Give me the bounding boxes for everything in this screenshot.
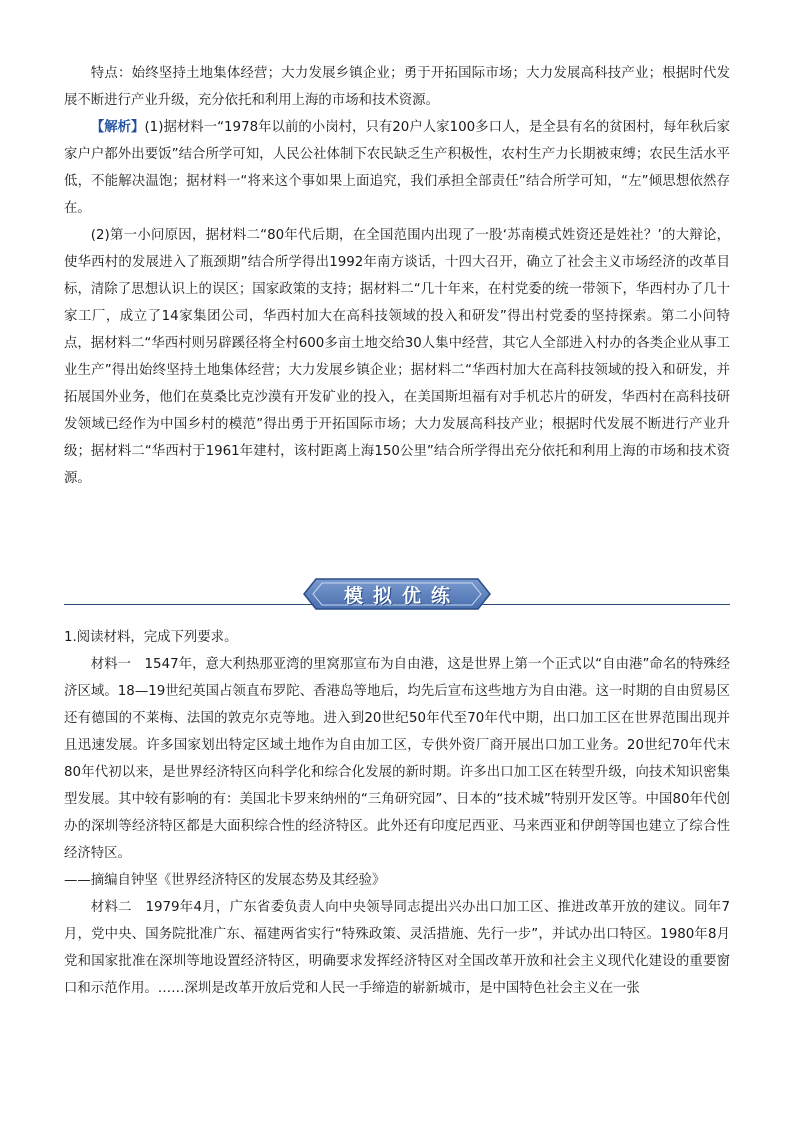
analysis-paragraph-2: (2)第一小问原因，据材料二“80年代后期，在全国范围内出现了一股‘苏南模式姓资还是姓社？’的大辩论，使华西村的发展进入了瓶颈期”结合所学得出1992年南方谈话，十四大召开，确立了社会主义市场经济的改革目标，清除了思想认识上的误区；国家政策的支持；据材料二“几十年来，在村党委的统一带领下，华西村办了几十家工厂，成立了14家集团公司，华西村加大在高科技领域的投入和研发”得出村党委的坚持探索。第二小问特点，据材料二“华西村则另辟蹊径将全村600多亩土地交给30人集中经营，其它人全部进入村办的各类企业从事工业生产”得出始终坚持土地集体经营；大力发展乡镇企业；据材料二“华西村加大在高科技领域的投入和研发，并拓展国外业务，他们在莫桑比克沙漠有开发矿业的投入，在美国斯坦福有对手机芯片的研发，华西村在高科技研发领域已经作为中国乡村的模范”得出勇于开拓国际市场；大力发展高科技产业；根据时代发展不断进行产业升级；据材料二“华西村于1961年建村，该村距离上海150公里”结合所学得出充分依托和利用上海的市场和技术资源。: [64, 228, 730, 486]
section-divider: [64, 573, 730, 613]
material-one-source: ——摘编自钟坚《世界经济特区的发展态势及其经验》: [64, 873, 386, 888]
analysis-paragraph-1: [64, 114, 730, 222]
analysis-text-1: (1)据材料一“1978年以前的小岗村，只有20户人家100多口人，是全县有名的贫困村，每年秋后家家户户都外出要饭”结合所学可知，人民公社体制下农民缺乏生产积极性，农村生产力长期被束缚；农民生活水平低，不能解决温饱；据材料一“将来这个事如果上面追究，我们承担全部责任”结合所学可知，“左”倾思想依然存在。: [64, 120, 731, 216]
section-banner: [302, 577, 492, 611]
material-two: 材料二 1979年4月，广东省委负责人向中央领导同志提出兴办出口加工区、推进改革开放的建议。同年7月，党中央、国务院批准广东、福建两省实行“特殊政策、灵活措施、先行一步”，并试办出口特区。1980年8月党和国家批准在深圳等地设置经济特区，明确要求发挥经济特区对全国改革开放和社会主义现代化建设的重要窗口和示范作用。……深圳是改革开放后党和人民一手缔造的崭新城市，是中国特色社会主义在一张: [64, 900, 730, 996]
answer-feature-text: 特点：始终坚持土地集体经营；大力发展乡镇企业；勇于开拓国际市场；大力发展高科技产业；根据时代发展不断进行产业升级，充分依托和利用上海的市场和技术资源。: [64, 66, 730, 108]
question-materials: [64, 651, 730, 1002]
answer-section: [64, 60, 730, 492]
analysis-tag: 【解析】: [90, 120, 145, 135]
banner-title: 模拟优练: [343, 584, 460, 607]
material-one: 材料一 1547年，意大利热那亚湾的里窝那宣布为自由港，这是世界上第一个正式以“自由港”命名的特殊经济区域。18—19世纪英国占领直布罗陀、香港岛等地后，均先后宣布这些地方为自由港。这一时期的自由贸易区还有德国的不莱梅、法国的敦克尔克等地。进入到20世纪50年代至70年代中期，出口加工区在世界范围出现并且迅速发展。许多国家划出特定区域土地作为自由加工区，专供外资厂商开展出口加工业务。20世纪70年代末80年代初以来，是世界经济特区向科学化和综合化发展的新时期。许多出口加工区在转型升级，向技术知识密集型发展。其中较有影响的有：美国北卡罗来纳州的“三角研究园”、日本的“技术城”特别开发区等。中国80年代创办的深圳等经济特区都是大面积综合性的经济特区。此外还有印度尼西亚、马来西亚和伊朗等国也建立了综合性经济特区。: [64, 657, 730, 861]
question-title: 1.阅读材料，完成下列要求。: [64, 630, 238, 645]
